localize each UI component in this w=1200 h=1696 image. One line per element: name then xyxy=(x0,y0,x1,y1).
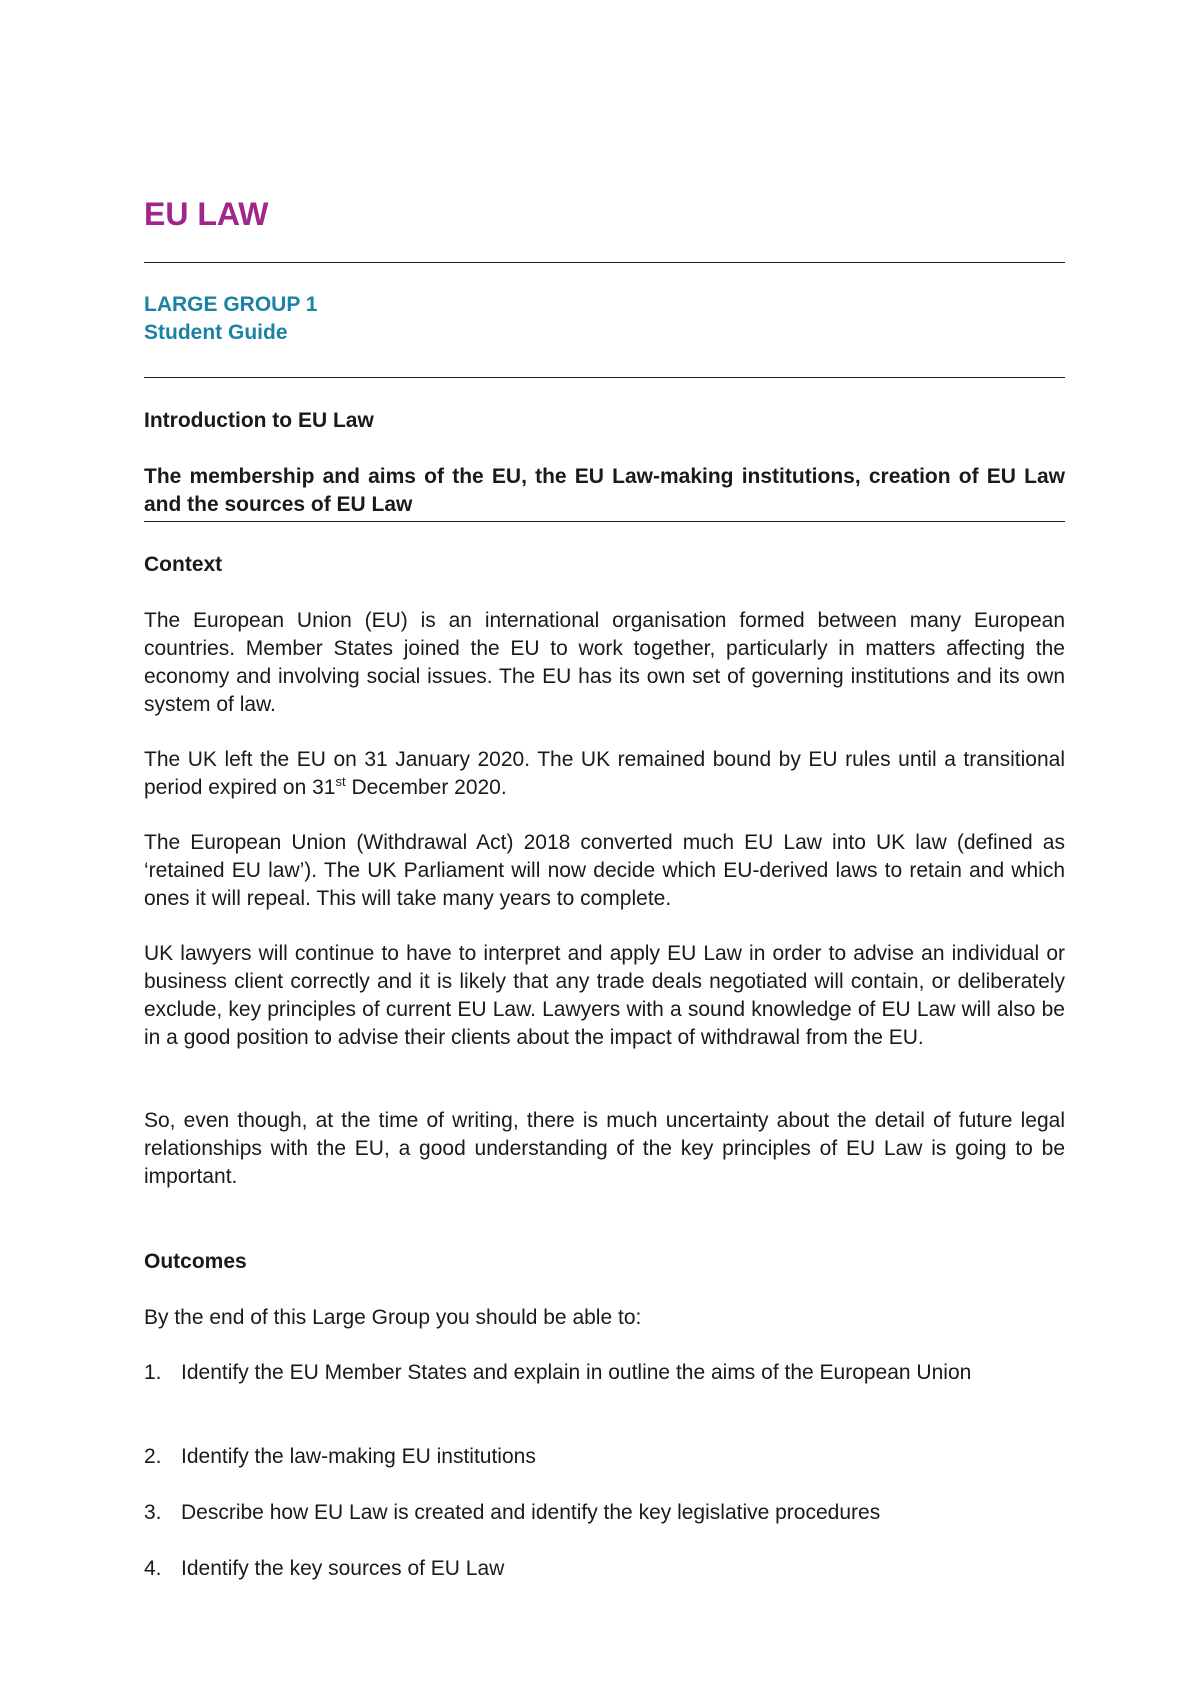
context-paragraph-4: UK lawyers will continue to have to interpret and apply EU Law in order to advise an individual or business client correctly and it is likely that any trade deals negotiated will contain, or deliberately exclude, key principles of current EU Law. Lawyers with a sound knowledge of EU Law will also be in a good position to advise their clients about the impact of withdrawal from the EU. xyxy=(144,942,1065,1049)
list-item xyxy=(144,1443,1065,1471)
brexit-text-end: December 2020. xyxy=(345,776,507,799)
outcomes-intro: By the end of this Large Group you should be able to: xyxy=(144,1306,642,1329)
intro-heading: Introduction to EU Law xyxy=(144,409,374,432)
list-number: 2. xyxy=(144,1445,162,1468)
document-title: EU LAW xyxy=(144,196,269,232)
group-label: LARGE GROUP 1 xyxy=(144,293,318,316)
subtitle-block xyxy=(144,291,317,347)
context-paragraph-2 xyxy=(144,746,1065,802)
context-paragraph-1: The European Union (EU) is an international organisation formed between many European countries. Member States joined the EU to work together, particularly in matters affecting the economy and involving social issues. The EU has its own set of governing institutions and its own system of law. xyxy=(144,609,1065,716)
list-text: Describe how EU Law is created and identify the key legislative procedures xyxy=(181,1501,881,1524)
list-item xyxy=(144,1499,1065,1527)
topic-heading: The membership and aims of the EU, the EU Law-making institutions, creation of EU Law and the sources of EU Law xyxy=(144,465,1065,516)
list-text: Identify the key sources of EU Law xyxy=(181,1557,505,1580)
list-text: Identify the law-making EU institutions xyxy=(181,1445,536,1468)
list-number: 4. xyxy=(144,1557,162,1580)
context-heading: Context xyxy=(144,553,223,576)
title-divider xyxy=(144,262,1065,263)
list-number: 3. xyxy=(144,1501,162,1524)
outcomes-heading: Outcomes xyxy=(144,1250,247,1273)
brexit-text: The UK left the EU on 31 January 2020. The UK remained bound by EU rules until a transitional period expired on 31 xyxy=(144,748,1065,799)
list-text: Identify the EU Member States and explain in outline the aims of the European Union xyxy=(181,1361,972,1384)
topic-divider xyxy=(144,521,1065,522)
context-paragraph-3: The European Union (Withdrawal Act) 2018 converted much EU Law into UK law (defined as ‘retained EU law’). The UK Parliament will now decide which EU-derived laws to retain and which ones it will repeal. This will take many years to complete. xyxy=(144,831,1065,910)
context-paragraph-5: So, even though, at the time of writing, there is much uncertainty about the detail of future legal relationships with the EU, a good understanding of the key principles of EU Law is going to be important. xyxy=(144,1109,1065,1188)
subtitle-divider xyxy=(144,377,1065,378)
list-item xyxy=(144,1555,1065,1583)
ordinal-suffix: st xyxy=(335,774,346,789)
list-number: 1. xyxy=(144,1361,162,1384)
list-item xyxy=(144,1359,1065,1387)
guide-label: Student Guide xyxy=(144,321,288,344)
